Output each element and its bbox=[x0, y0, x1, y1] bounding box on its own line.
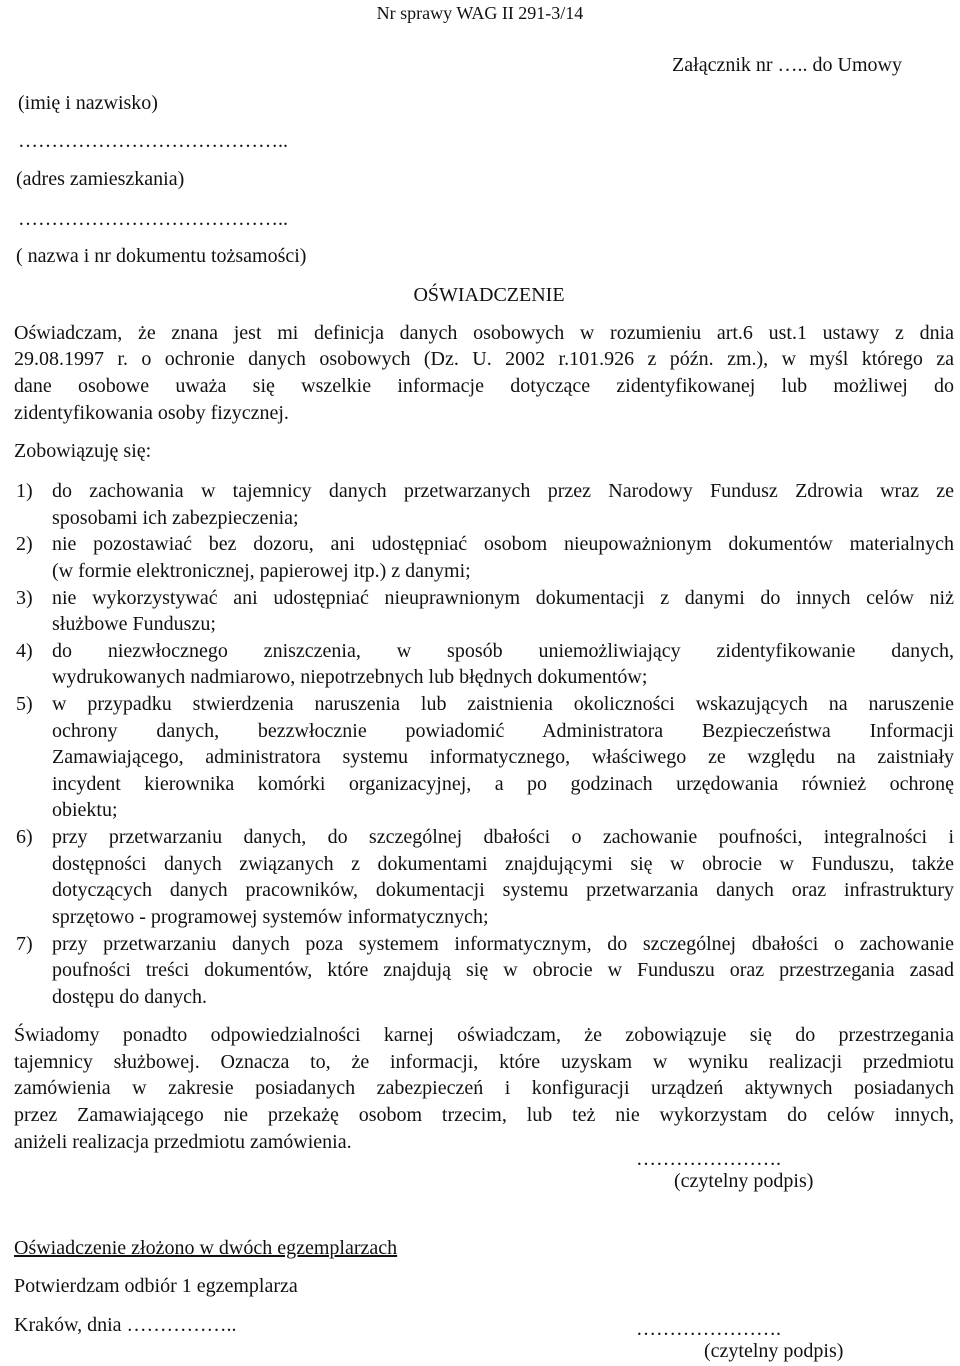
closing-line-3: zamówienia w zakresie posiadanych zabezpieczeń i konfiguracji urządzeń aktywnych posiadanych bbox=[14, 1077, 954, 1099]
item-5-line-3: Zamawiającego, administratora systemu informatycznego, właściwego ze względu na zaistniały bbox=[52, 746, 954, 768]
id-label: ( nazwa i nr dokumentu tożsamości) bbox=[16, 245, 307, 267]
case-number: Nr sprawy WAG II 291-3/14 bbox=[376, 3, 584, 23]
item-3-line-1: nie wykorzystywać ani udostępniać nieuprawnionym dokumentacji z danymi do innych celów niż bbox=[52, 587, 954, 609]
intro-line-3: dane osobowe uważa się wszelkie informacje dotyczące zidentyfikowanej lub możliwej do bbox=[14, 375, 954, 397]
item-4-line-1: do niezwłocznego zniszczenia, w sposób uniemożliwiający zidentyfikowanie danych, bbox=[52, 640, 954, 662]
intro-line-1: Oświadczam, że znana jest mi definicja danych osobowych w rozumieniu art.6 ust.1 ustawy z dnia bbox=[14, 322, 954, 344]
receipt-confirmation: Potwierdzam odbiór 1 egzemplarza bbox=[14, 1275, 298, 1297]
item-5-number: 5) bbox=[16, 693, 33, 715]
place-date: Kraków, dnia …………….. bbox=[14, 1314, 237, 1336]
closing-line-5: aniżeli realizacja przedmiotu zamówienia. bbox=[14, 1131, 352, 1153]
attachment-label: Załącznik nr ….. do Umowy bbox=[672, 54, 902, 76]
item-3-line-2: służbowe Funduszu; bbox=[52, 613, 216, 635]
address-label: (adres zamieszkania) bbox=[16, 168, 185, 190]
item-6-line-1: przy przetwarzaniu danych, do szczególnej dbałości o zachowanie poufności, integralności i bbox=[52, 826, 954, 848]
closing-line-2: tajemnicy służbowej. Oznacza to, że informacji, które uzyskam w wyniku realizacji przedmiotu bbox=[14, 1051, 954, 1073]
closing-line-4: przez Zamawiającego nie przekażę osobom trzecim, lub też nie wykorzystam do celów innych, bbox=[14, 1104, 954, 1126]
name-label: (imię i nazwisko) bbox=[18, 92, 158, 114]
item-7-number: 7) bbox=[16, 933, 33, 955]
item-7-line-1: przy przetwarzaniu danych poza systemem informatycznym, do szczególnej dbałości o zachowanie bbox=[52, 933, 954, 955]
item-2-line-2: (w formie elektronicznej, papierowej itp.) z danymi; bbox=[52, 560, 471, 582]
item-6-line-2: dostępności danych związanych z dokumentami znajdującymi się w obrocie w Funduszu, także bbox=[52, 853, 954, 875]
item-6-number: 6) bbox=[16, 826, 33, 848]
item-1-line-1: do zachowania w tajemnicy danych przetwarzanych przez Narodowy Fundusz Zdrowia wraz ze bbox=[52, 480, 954, 502]
item-1-number: 1) bbox=[16, 480, 33, 502]
item-5-line-5: obiektu; bbox=[52, 799, 118, 821]
closing-line-1: Świadomy ponadto odpowiedzialności karnej oświadczam, że zobowiązuje się do przestrzegania bbox=[14, 1024, 954, 1046]
obligations-heading: Zobowiązuję się: bbox=[14, 440, 152, 462]
item-2-number: 2) bbox=[16, 533, 33, 555]
copies-note: Oświadczenie złożono w dwóch egzemplarzach bbox=[14, 1237, 398, 1259]
item-2-line-1: nie pozostawiać bez dozoru, ani udostępniać osobom nieupoważnionym dokumentów materialnych bbox=[52, 533, 954, 555]
item-7-line-2: poufności treści dokumentów, które znajdują się w obrocie w Funduszu oraz przestrzegania zasad bbox=[52, 959, 954, 981]
item-5-line-2: ochrony danych, bezzwłocznie powiadomić Administratora Bezpieczeństwa Informacji bbox=[52, 720, 954, 742]
document-title: OŚWIADCZENIE bbox=[413, 284, 565, 306]
item-7-line-3: dostępu do danych. bbox=[52, 986, 207, 1008]
name-dots: ………………………………….. bbox=[18, 130, 288, 152]
item-4-line-2: wydrukowanych nadmiarowo, niepotrzebnych lub błędnych dokumentów; bbox=[52, 666, 648, 688]
item-1-line-2: sposobami ich zabezpieczenia; bbox=[52, 507, 299, 529]
item-4-number: 4) bbox=[16, 640, 33, 662]
address-dots: ………………………………….. bbox=[18, 208, 288, 230]
signature-dots-2: …………………. bbox=[636, 1318, 781, 1340]
item-6-line-4: sprzętowo - programowej systemów informatycznych; bbox=[52, 906, 489, 928]
intro-line-4: zidentyfikowania osoby fizycznej. bbox=[14, 402, 289, 424]
item-6-line-3: dotyczących danych pracowników, dokumentacji systemu przetwarzania danych oraz infrastruktury bbox=[52, 879, 954, 901]
item-5-line-1: w przypadku stwierdzenia naruszenia lub zaistnienia okoliczności wskazujących na naruszenie bbox=[52, 693, 954, 715]
signature-label-2: (czytelny podpis) bbox=[704, 1340, 844, 1362]
signature-dots-1: …………………. bbox=[636, 1148, 781, 1170]
item-5-line-4: incydent kierownika komórki organizacyjnej, a po godzinach urzędowania również ochronę bbox=[52, 773, 954, 795]
intro-line-2: 29.08.1997 r. o ochronie danych osobowych (Dz. U. 2002 r.101.926 z późn. zm.), w myśl którego za bbox=[14, 348, 954, 370]
item-3-number: 3) bbox=[16, 587, 33, 609]
signature-label-1: (czytelny podpis) bbox=[674, 1170, 814, 1192]
